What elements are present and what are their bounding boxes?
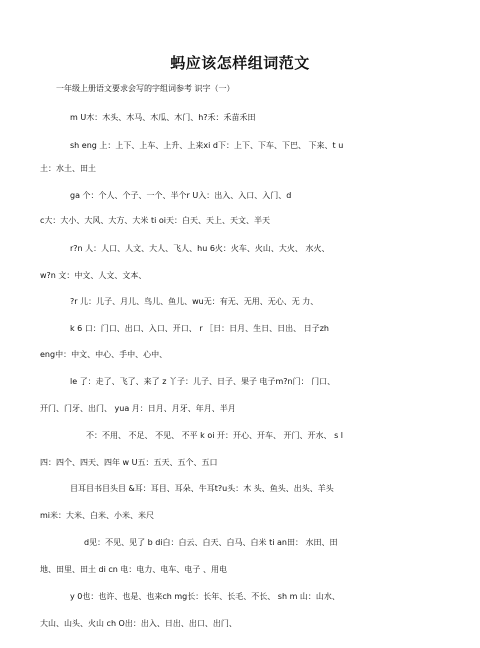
text-line-12: le 了：走了、飞了、来了 z 丫子：儿子、日子、果子 电子m?n门： 门口、 xyxy=(70,377,336,386)
text-line-5: ga 个：个人、个子、一个、半个r U入：出入、入口、入门、d xyxy=(70,191,292,200)
text-line-16: 目耳目书目头目 &耳：耳目、耳朵、牛耳t?u头：木 头、鱼头、出头、羊头 xyxy=(70,484,334,493)
text-line-8: w?n 文：中文、人文、文本、 xyxy=(40,271,147,280)
text-line-2: m U木：木头、木马、木瓜、木门、h?禾：禾苗禾田 xyxy=(70,113,256,122)
text-line-11: eng中：中文、中心、手中、心中、 xyxy=(40,350,168,359)
text-line-18: d见：不见、见了 b di白：白云、白天、白马、白米 ti an田： 水田、田 xyxy=(84,538,338,547)
text-line-13: 开门、门牙、出门、 yua 月：日月、月牙、年月、半月 xyxy=(40,404,236,413)
text-line-15: 四：四个、四天、四年 w U五：五天、五个、五口 xyxy=(40,458,218,467)
text-line-17: mi米：大米、白米、小米、米尺 xyxy=(40,511,155,520)
text-line-19: 地、田里、田土 di cn 电：电力、电车、电子 、用电 xyxy=(40,565,227,574)
text-line-3: sh eng 上：上下、上车、上升、上来xi d下：上下、下车、下巴、 下来、t u xyxy=(70,141,344,150)
text-line-7: r?n 人：人口、人文、大人、飞人、hu 6火：火车、火山、大火、 水火、 xyxy=(70,244,330,253)
text-line-1: 一年级上册语文要求会写的字组词参考 识字（一） xyxy=(56,84,235,93)
text-line-4: 土：水土、田土 xyxy=(40,164,96,173)
text-line-20: y 0也：也许、也是、也来ch mg长：长年、长毛、不长、 sh m 山：山水、 xyxy=(70,592,340,601)
text-line-9: ?r 儿：儿子、月儿、鸟儿、鱼儿、wu无：有无、无用、无心、无 力、 xyxy=(70,297,319,306)
text-line-6: c大：大小、大风、大方、大米 ti oi天：白天、天上、天文、半天 xyxy=(40,216,270,225)
page-title: 蚂应该怎样组词范文 xyxy=(170,54,310,72)
text-line-14: 不：不用、 不足、 不见、 不平 k oi 开：开心、开车、 开门、开水、 s l xyxy=(86,431,344,440)
text-line-10: k 6 口：门口、出口、入口、开口、 r ［日：日月、生日、日出、 日子zh xyxy=(70,324,329,333)
text-line-21: 大山、山头、火山 ch O出：出入、日出、出口、出门、 xyxy=(40,619,237,628)
